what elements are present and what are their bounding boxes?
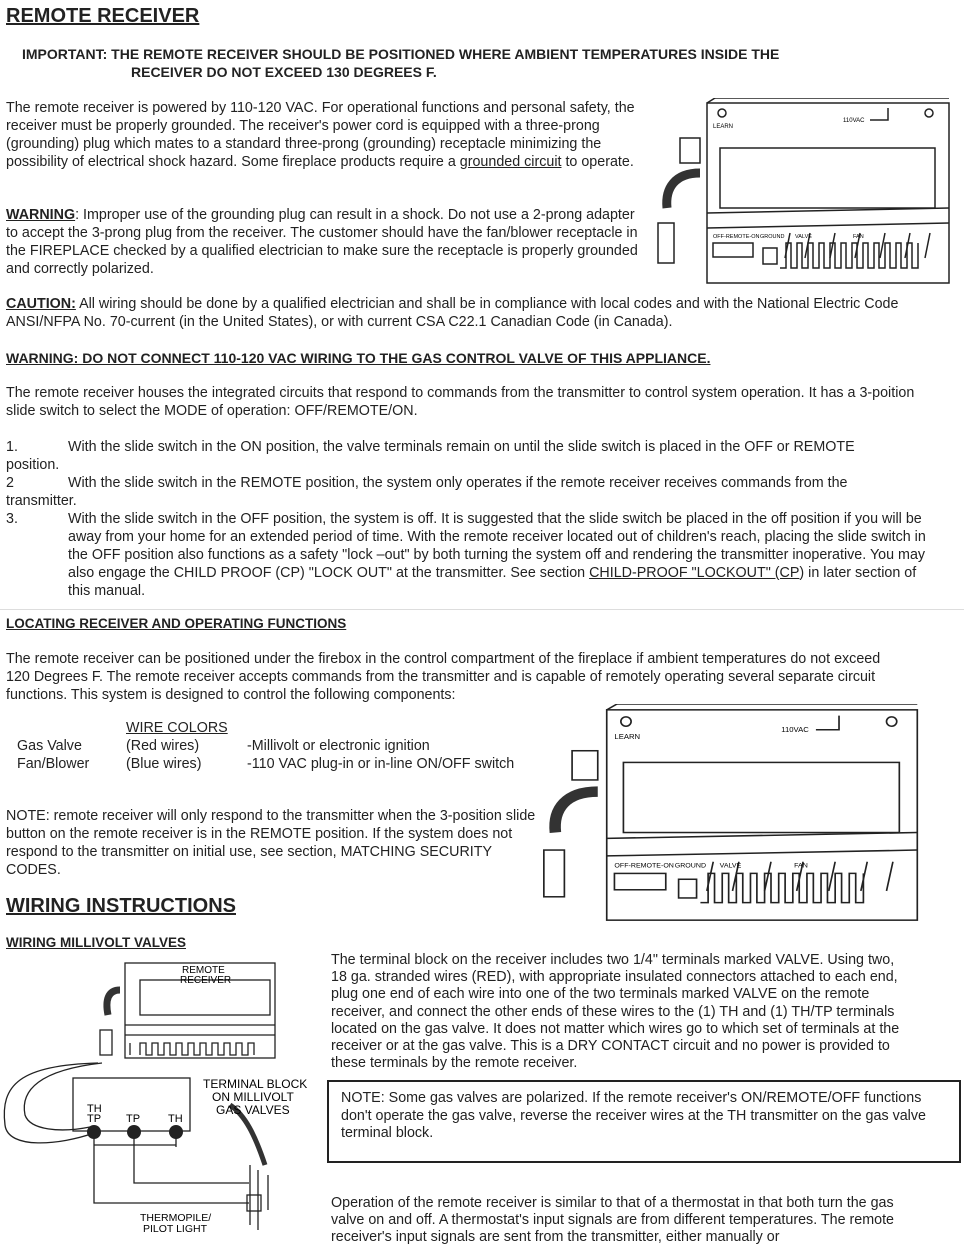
millivolt-wiring-diagram [0, 955, 325, 1240]
cell: (Red wires) [126, 738, 200, 754]
child-proof-link: CHILD-PROOF "LOCKOUT" (CP [589, 565, 800, 581]
vac-label: 110VAC [843, 118, 865, 124]
terminal-block-label-3: GAS VALVES [216, 1103, 290, 1117]
receiver-label: RECEIVER [180, 975, 232, 986]
remote-position-note: NOTE: remote receiver will only respond to the transmitter when the 3-position slide button on the remote receiver is in the REMOTE position. If the system does not respond to the transmitter on initial use, see section, MATCHING SECURITY CODES. [6, 808, 536, 878]
important-line-1: IMPORTANT: THE REMOTE RECEIVER SHOULD BE POSITIONED WHERE AMBIENT TEMPERATURES INSIDE THE [22, 46, 780, 62]
terminal-block-label-2: ON MILLIVOLT [212, 1090, 294, 1104]
item-number: 3. [6, 511, 18, 527]
item-number: 1. [6, 439, 18, 455]
text: The remote receiver is powered by 110-120 VAC. For operational functions and personal safety, the receiver must be properly grounded. The receiver's power cord is equipped with a three-prong (grounding) plug which mates to a standard three-prong (grounding) receptacle minimizing the possibility of electrical shock hazard. Some fireplace products require a [6, 100, 635, 170]
important-line-2: RECEIVER DO NOT EXCEED 130 DEGREES F. [131, 64, 437, 80]
thermopile-label-1: THERMOPILE/ [140, 1212, 212, 1224]
item-text: With the slide switch in the REMOTE position, the system only operates if the remote receiver receives commands from the [68, 475, 848, 491]
warning-label: WARNING [6, 207, 76, 223]
locating-heading: LOCATING RECEIVER AND OPERATING FUNCTIONS [6, 616, 347, 631]
power-paragraph [6, 99, 646, 171]
polarized-note-box [327, 1080, 961, 1163]
tp-label: TP [126, 1113, 141, 1125]
item-text: With the slide switch in the OFF position, the system is off. It is suggested that the slide switch be placed in the off position if you will be away from your home for an extended period of time. With the remote receiver located out of children's reach, placing the slide switch in the OFF position also functions as a safety "lock –out" by both turning the system off and rendering the transmitter inoperative. You may also engage the CHILD PROOF (CP) "LOCK OUT" at the transmitter. See section [68, 511, 926, 581]
millivolt-heading: WIRING MILLIVOLT VALVES [6, 935, 186, 950]
cell: -Millivolt or electronic ignition [247, 738, 430, 754]
item-continuation: transmitter. [6, 493, 77, 509]
remote-label: REMOTE [182, 965, 225, 976]
learn-label: LEARN [614, 732, 641, 741]
valve-label: VALVE [795, 234, 812, 240]
text: : Improper use of the grounding plug can result in a shock. Do not use a 2-prong adapter to accept the 3-prong plug from the receiver. The customer should have the fan/blower receptacle in the FIREPLACE checked by a qualified electrician to make sure the receptacle is properly grounded and correctly polarized. [6, 207, 638, 277]
fan-label: FAN [794, 862, 808, 870]
cell: -110 VAC plug-in or in-line ON/OFF switch [247, 756, 515, 772]
terminal-block-label-1: TERMINAL BLOCK [203, 1077, 308, 1091]
grounded-circuit-link: grounded circuit [459, 154, 562, 170]
text: All wiring should be done by a qualified electrician and shall be in compliance with local codes and with the National Electric Code ANSI/NFPA No. 70-current (in the United States), or with current CSA C22.1 Canadian Code (in Canada). [6, 296, 899, 330]
learn-label: LEARN [713, 124, 734, 130]
th-tp-label-1: TH [87, 1103, 102, 1115]
item-text: ) in later section of this manual. [68, 565, 917, 599]
fan-label: FAN [853, 234, 864, 240]
locating-paragraph: The remote receiver can be positioned under the firebox in the control compartment of the fireplace if ambient temperatures do not exceed 120 Degrees F. The remote receiver accepts commands from the transmitter and is capable of remotely operating several separate circuit functions. This system is designed to control the following components: [6, 651, 881, 703]
page-title: REMOTE RECEIVER [6, 5, 200, 27]
switch-label: OFF-REMOTE-ON [713, 234, 760, 240]
caution-paragraph [6, 295, 926, 331]
switch-label: OFF-REMOTE-ON [614, 862, 674, 870]
cell: Fan/Blower [17, 756, 90, 772]
warning-paragraph [6, 206, 646, 278]
item-text: With the slide switch in the ON position, the valve terminals remain on until the slide switch is placed in the OFF or REMOTE [68, 439, 855, 455]
wiring-paragraph: The terminal block on the receiver includes two 1/4" terminals marked VALVE. Using two, 18 ga. stranded wires (RED), with appropriate insulated connectors attached to each end, plug one end of each wire into one of the two terminals marked VALVE on the remote receiver, and connect the other ends of these wires to the (1) TH and (1) TH/TP terminals located on the gas valve. It does not matter which wires go to which set of terminals at the receiver or at the gas valve. This is a DRY CONTACT circuit and no power is provided to these terminals by the remote receiver. [331, 952, 900, 1072]
mode-list [6, 438, 936, 600]
list-item [6, 474, 936, 492]
wire-colors-header: WIRE COLORS [126, 720, 228, 736]
cell: (Blue wires) [126, 756, 202, 772]
valve-label: VALVE [719, 862, 742, 870]
divider [0, 609, 964, 610]
vac-label: 110VAC [781, 725, 809, 734]
caution-label: CAUTION: [6, 296, 76, 312]
item-continuation: position. [6, 457, 60, 473]
item-number: 2 [6, 475, 14, 491]
cell: Gas Valve [17, 738, 82, 754]
voltage-warning: WARNING: DO NOT CONNECT 110-120 VAC WIRING TO THE GAS CONTROL VALVE OF THIS APPLIANCE. [6, 350, 711, 366]
receiver-diagram-2 [540, 704, 925, 926]
wiring-heading: WIRING INSTRUCTIONS [6, 895, 236, 917]
list-item [6, 438, 936, 456]
mode-paragraph: The remote receiver houses the integrated circuits that respond to commands from the transmitter to control system operation. It has a 3-poition slide switch to select the MODE of operation: OFF/REMOTE/ON. [6, 385, 915, 419]
polarized-note: NOTE: Some gas valves are polarized. If the remote receiver's ON/REMOTE/OFF functions don't operate the gas valve, reverse the receiver wires at the TH transmitter on the gas valve terminal block. [341, 1090, 926, 1141]
ground-label: GROUND [760, 234, 785, 240]
th-tp-label-2: TP [87, 1113, 102, 1125]
th-label: TH [168, 1113, 183, 1125]
list-item [6, 510, 936, 600]
text: to operate. [561, 154, 634, 170]
thermostat-paragraph: Operation of the remote receiver is similar to that of a thermostat in that both turn the gas valve on and off. A thermostat's input signals are from different temperatures. The remote receiver's input signals are sent from the transmitter, either manually or [331, 1195, 894, 1246]
receiver-diagram [655, 98, 955, 288]
thermopile-label-2: PILOT LIGHT [143, 1223, 207, 1235]
ground-label: GROUND [674, 862, 707, 870]
